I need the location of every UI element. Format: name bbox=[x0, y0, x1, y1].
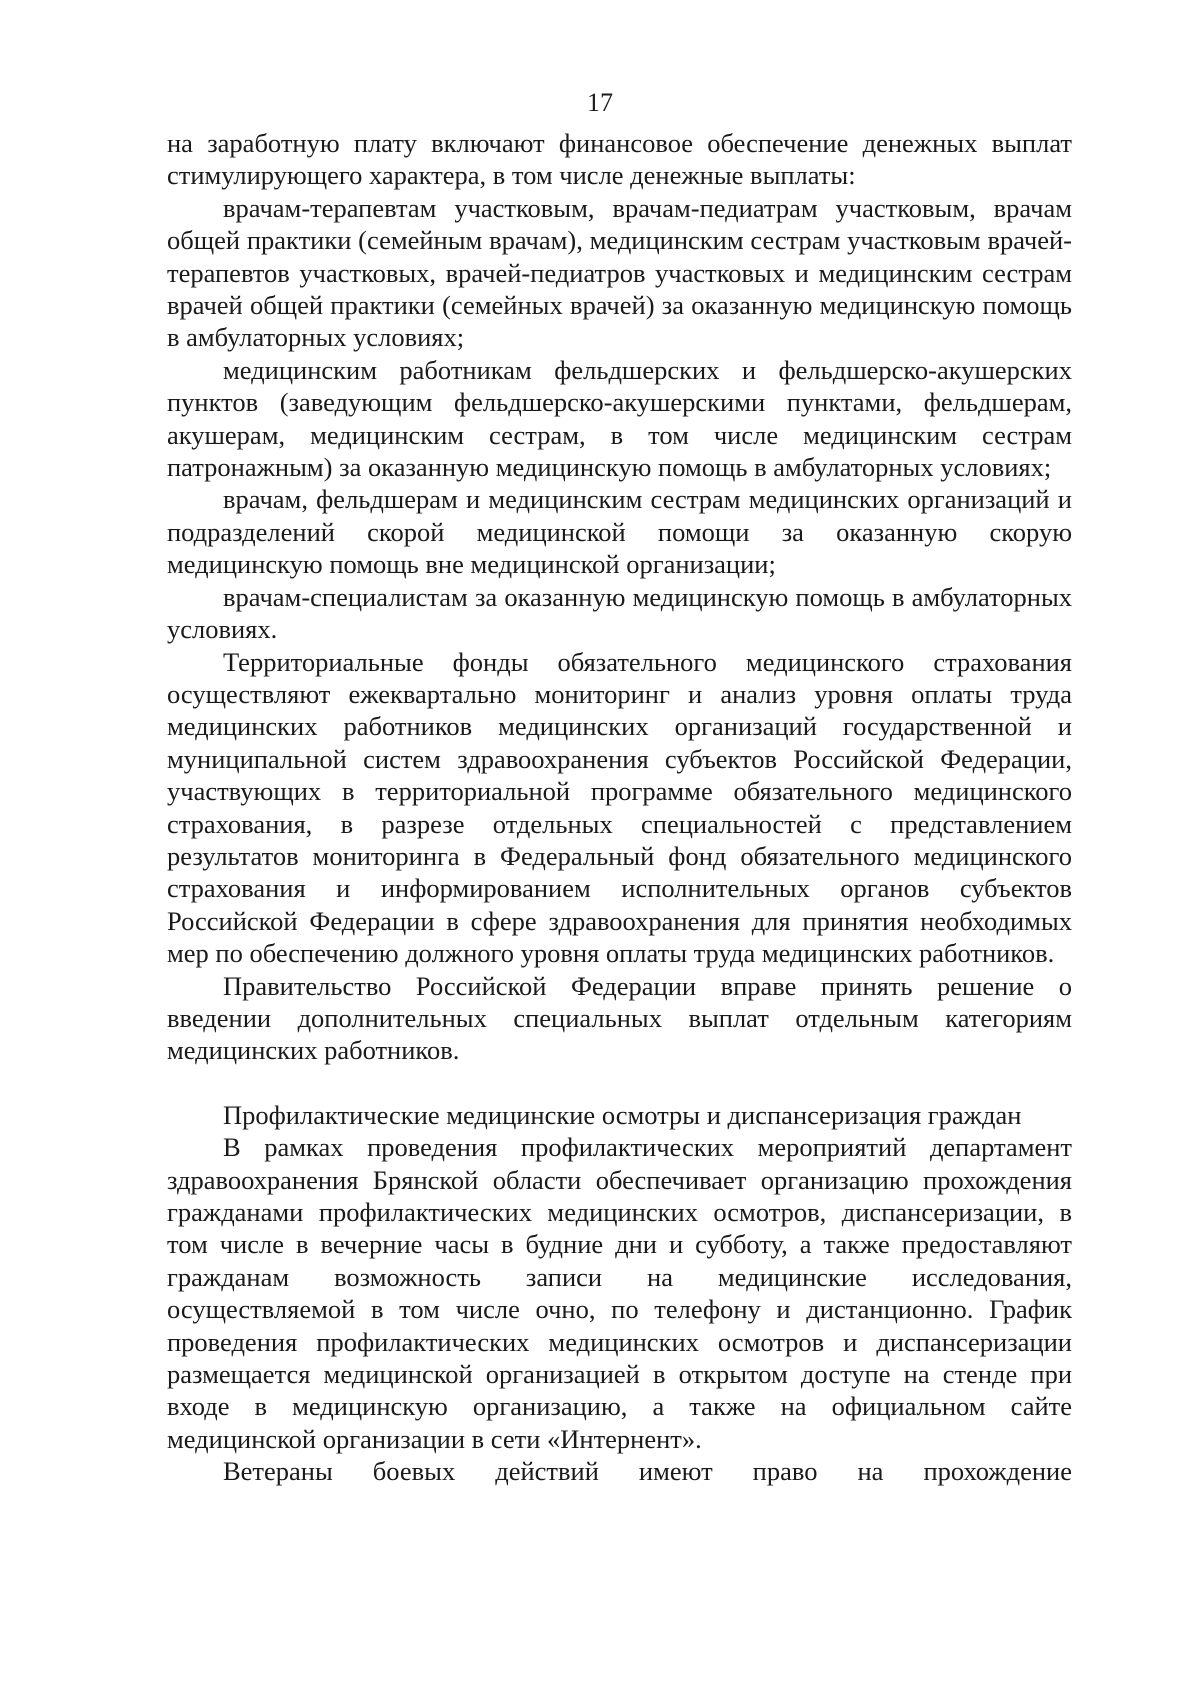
paragraph-emergency-care: врачам, фельдшерам и медицинским сестрам медицинских организаций и подразделений скорой медицинской помощи за оказанную скорую медицинскую помощь вне медицинской организации; bbox=[167, 484, 1072, 580]
paragraph-continuation: на заработную плату включают финансовое обеспечение денежных выплат стимулирующего характера, в том числе денежные выплаты: bbox=[167, 128, 1072, 191]
paragraph-monitoring: Территориальные фонды обязательного медицинского страхования осуществляют ежеквартально мониторинг и анализ уровня оплаты труда медицинских работников медицинских организаций государственной и муниципальной систем здравоохранения субъектов Российской Федерации, участвующих в территориальной программе обязательного медицинского страхования, в разрезе отдельных специальностей с представлением результатов мониторинга в Федеральный фонд обязательного медицинского страхования и информированием исполнительных органов субъектов Российской Федерации в сфере здравоохранения для принятия необходимых мер по обеспечению должного уровня оплаты труда медицинских работников. bbox=[167, 646, 1072, 969]
paragraph-therapists: врачам-терапевтам участковым, врачам-педиатрам участковым, врачам общей практики (семейным врачам), медицинским сестрам участковым врачей-терапевтов участковых, врачей-педиатров участковых и медицинским сестрам врачей общей практики (семейных врачей) за оказанную медицинскую помощь в амбулаторных условиях; bbox=[167, 192, 1072, 353]
document-body bbox=[167, 127, 1072, 1488]
paragraph-veterans: Ветераны боевых действий имеют право на прохождение bbox=[223, 1456, 1072, 1487]
page-number: 17 bbox=[587, 88, 613, 117]
section-heading: Профилактические медицинские осмотры и диспансеризация граждан bbox=[223, 1099, 1022, 1130]
paragraph-specialists: врачам-специалистам за оказанную медицинскую помощь в амбулаторных условиях. bbox=[167, 581, 1072, 645]
paragraph-preventive-measures: В рамках проведения профилактических мероприятий департамент здравоохранения Брянской области обеспечивает организацию прохождения гражданами профилактических медицинских осмотров, диспансеризации, в том числе в вечерние часы в будние дни и субботу, а также предоставляют гражданам возможность записи на медицинские исследования, осуществляемой в том числе очно, по телефону и дистанционно. График проведения профилактических медицинских осмотров и диспансеризации размещается медицинской организацией в открытом доступе на стенде при входе в медицинскую организацию, а также на официальном сайте медицинской организации в сети «Интернент». bbox=[167, 1132, 1072, 1454]
paragraph-government: Правительство Российской Федерации вправе принять решение о введении дополнительных специальных выплат отдельным категориям медицинских работников. bbox=[167, 970, 1072, 1066]
paragraph-feldsher-points: медицинским работникам фельдшерских и фельдшерско-акушерских пунктов (заведующим фельдшерско-акушерскими пунктами, фельдшерам, акушерам, медицинским сестрам, в том числе медицинским сестрам патронажным) за оказанную медицинскую помощь в амбулаторных условиях; bbox=[167, 354, 1072, 483]
